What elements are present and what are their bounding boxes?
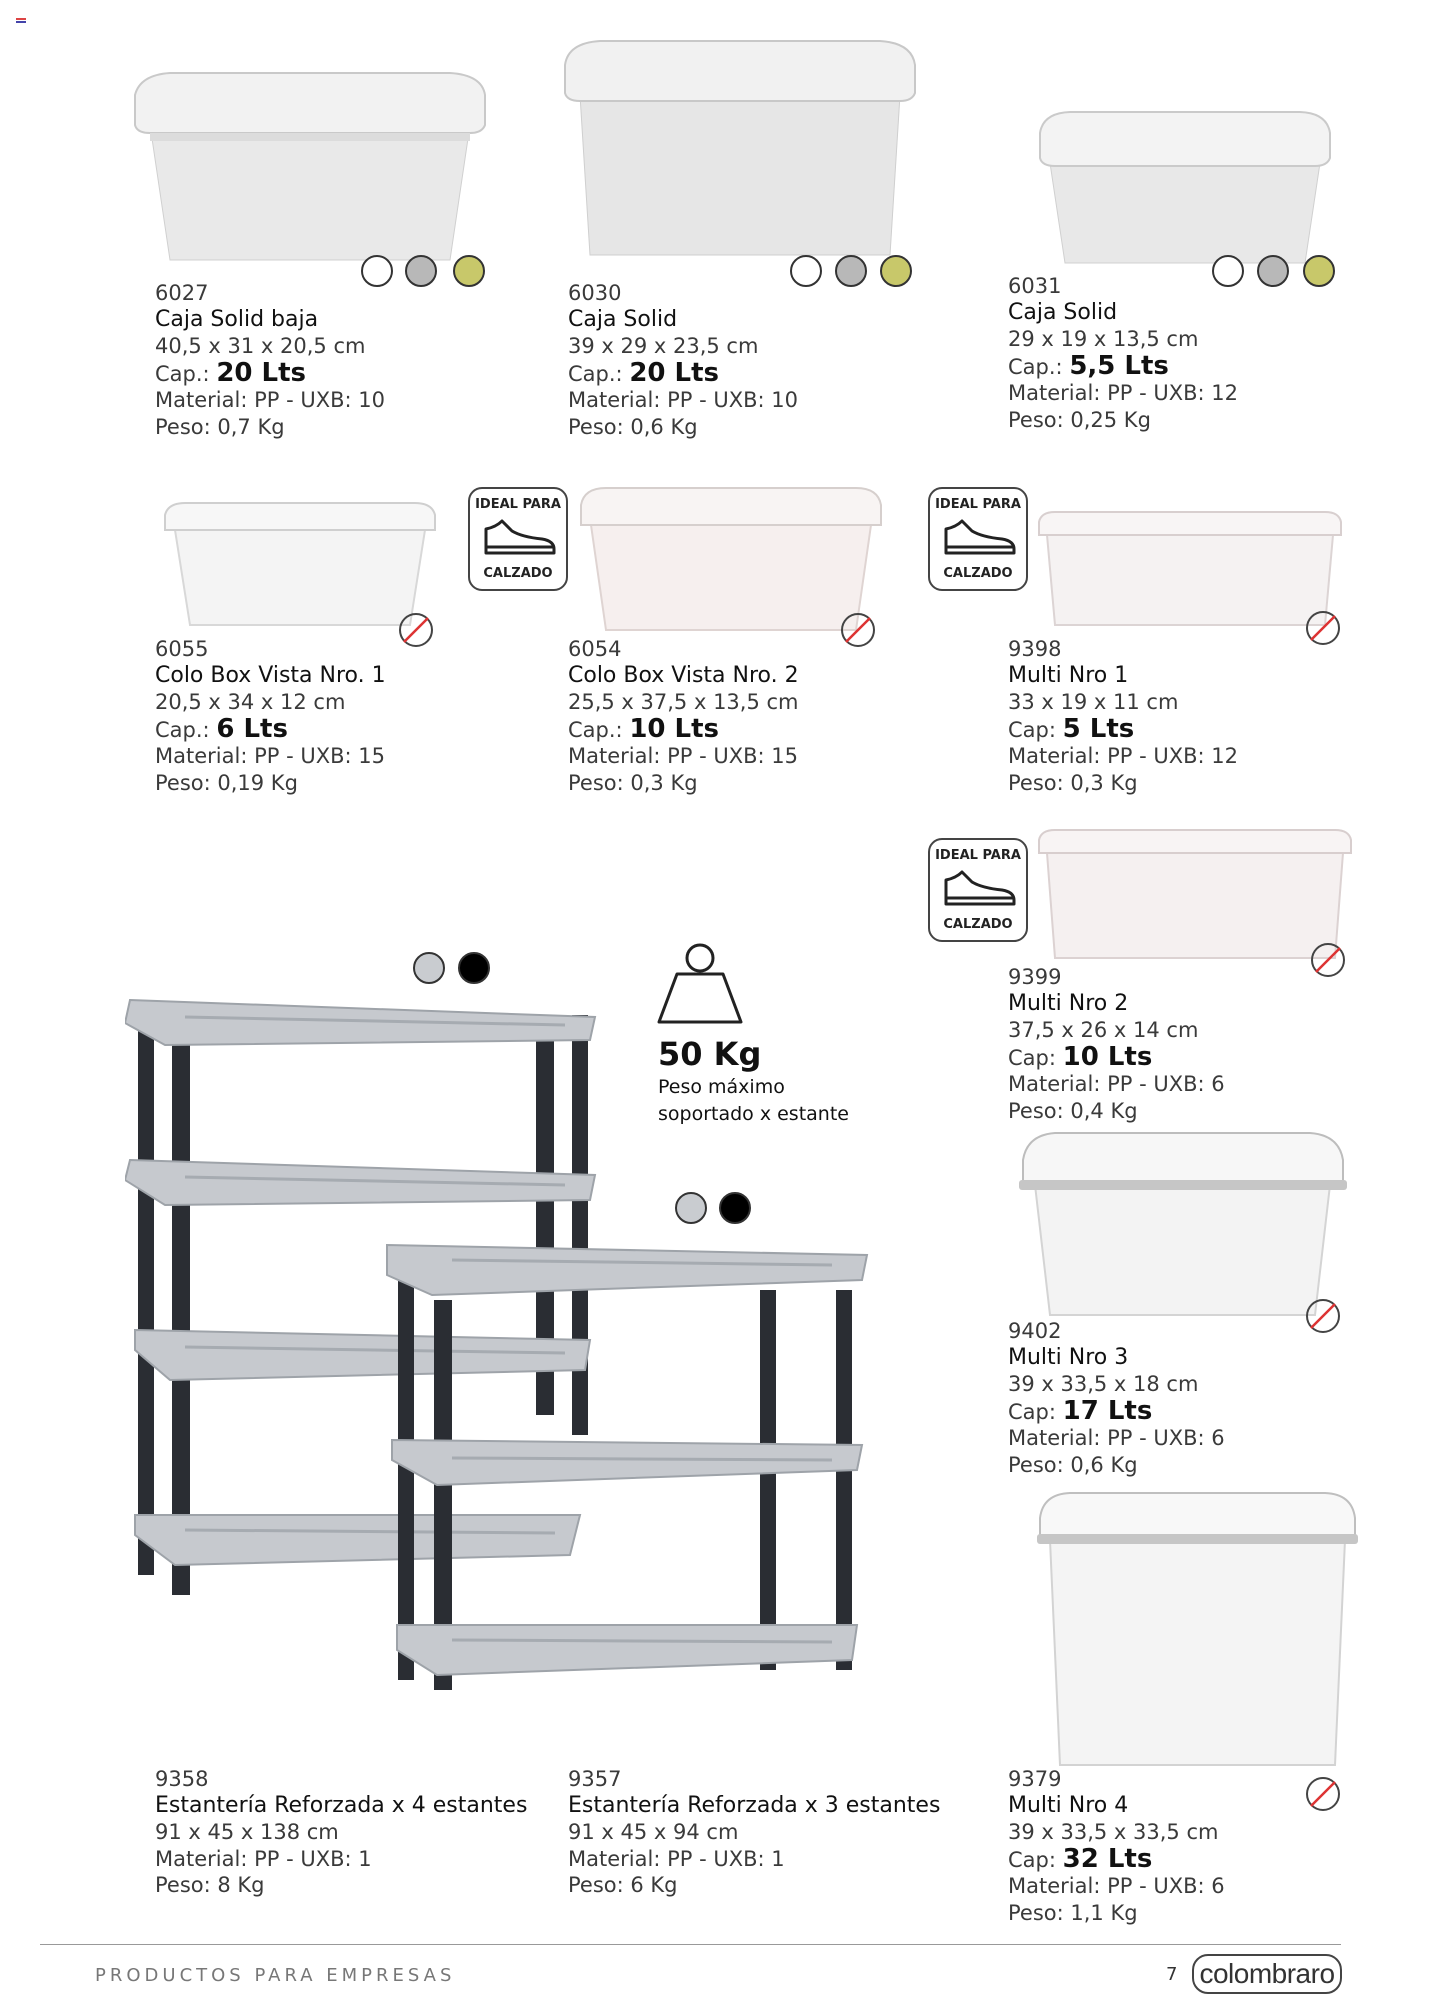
- color-dot-lime: [1303, 255, 1335, 287]
- product-name: Multi Nro 2: [1008, 990, 1129, 1016]
- no-lid-icon: [1305, 1776, 1341, 1812]
- ideal-calzado-badge: IDEAL PARA CALZADO: [468, 487, 568, 591]
- product-name: Colo Box Vista Nro. 1: [155, 662, 386, 688]
- product-material: Material: PP - UXB: 6: [1008, 1874, 1225, 1898]
- product-info-9379: [1008, 1766, 1225, 1926]
- product-material: Material: PP - UXB: 15: [568, 744, 798, 768]
- product-weight: Peso: 0,25 Kg: [1008, 407, 1151, 432]
- product-image-9357: [382, 1230, 872, 1720]
- product-code: 9399: [1008, 965, 1062, 989]
- product-info-6027: [155, 280, 385, 440]
- product-capacity: Cap.: 10 Lts: [568, 713, 720, 744]
- product-info-6054: [568, 636, 799, 796]
- product-material: Material: PP - UXB: 10: [568, 388, 798, 412]
- product-weight: Peso: 6 Kg: [568, 1873, 678, 1897]
- product-code: 9402: [1008, 1319, 1062, 1343]
- product-capacity: Cap.: 20 Lts: [568, 357, 720, 388]
- product-name: Estantería Reforzada x 4 estantes: [155, 1792, 528, 1818]
- product-image-9399: [1035, 828, 1355, 963]
- color-dot-gray: [405, 255, 437, 287]
- ideal-calzado-badge: IDEAL PARA CALZADO: [928, 487, 1028, 591]
- product-material: Material: PP - UXB: 1: [155, 1846, 372, 1871]
- product-name: Caja Solid: [568, 306, 678, 332]
- product-code: 6031: [1008, 274, 1062, 298]
- weight-description: Peso máximo soportado x estante: [658, 1076, 849, 1125]
- brand-logo: colombraro: [1192, 1954, 1342, 1994]
- product-info-6031: [1008, 273, 1238, 433]
- weight-icon: [655, 940, 745, 1025]
- shoe-icon: [482, 517, 558, 559]
- product-weight: Peso: 1,1 Kg: [1008, 1900, 1138, 1925]
- product-name: Estantería Reforzada x 3 estantes: [568, 1792, 941, 1818]
- product-name: Multi Nro 3: [1008, 1344, 1129, 1370]
- product-info-9399: [1008, 964, 1225, 1124]
- color-dot-gray: [835, 255, 867, 287]
- shoe-icon: [942, 517, 1018, 559]
- page-number: 7: [1166, 1964, 1178, 1985]
- no-lid-icon: [1305, 1298, 1341, 1334]
- product-info-9358: [155, 1766, 527, 1899]
- product-dims: 39 x 33,5 x 33,5 cm: [1008, 1820, 1219, 1844]
- product-code: 9398: [1008, 637, 1062, 661]
- product-image-6030: [560, 35, 920, 265]
- product-image-9402: [1015, 1130, 1350, 1320]
- product-name: Multi Nro 1: [1008, 662, 1129, 688]
- product-capacity: Cap: 32 Lts: [1008, 1843, 1153, 1874]
- product-material: Material: PP - UXB: 12: [1008, 381, 1238, 405]
- product-capacity: Cap: 5 Lts: [1008, 713, 1135, 744]
- color-dot-lime: [880, 255, 912, 287]
- product-dims: 20,5 x 34 x 12 cm: [155, 690, 346, 714]
- product-dims: 33 x 19 x 11 cm: [1008, 690, 1179, 714]
- shoe-icon: [942, 868, 1018, 910]
- no-lid-icon: [1310, 942, 1346, 978]
- product-dims: 25,5 x 37,5 x 13,5 cm: [568, 690, 799, 714]
- color-dot-lime: [453, 255, 485, 287]
- product-dims: 39 x 33,5 x 18 cm: [1008, 1372, 1199, 1396]
- no-lid-icon: [398, 612, 434, 648]
- product-capacity: Cap: 17 Lts: [1008, 1395, 1153, 1426]
- footer-divider: [40, 1944, 1341, 1945]
- product-image-9398: [1035, 510, 1345, 630]
- product-name: Multi Nro 4: [1008, 1792, 1129, 1818]
- product-dims: 91 x 45 x 94 cm: [568, 1820, 739, 1844]
- product-info-6055: [155, 636, 386, 796]
- footer-section-title: PRODUCTOS PARA EMPRESAS: [95, 1965, 456, 1986]
- product-capacity: Cap.: 6 Lts: [155, 713, 288, 744]
- product-material: Material: PP - UXB: 10: [155, 388, 385, 412]
- product-image-6031: [1035, 108, 1335, 268]
- product-weight: Peso: 0,3 Kg: [568, 770, 698, 795]
- product-weight: Peso: 0,6 Kg: [568, 414, 698, 439]
- ideal-calzado-badge: IDEAL PARA CALZADO: [928, 838, 1028, 942]
- product-material: Material: PP - UXB: 12: [1008, 744, 1238, 768]
- product-dims: 40,5 x 31 x 20,5 cm: [155, 334, 366, 358]
- product-capacity: Cap.: 20 Lts: [155, 357, 307, 388]
- no-lid-icon: [1305, 610, 1341, 646]
- product-image-6027: [130, 55, 490, 270]
- product-name: Colo Box Vista Nro. 2: [568, 662, 799, 688]
- product-dims: 91 x 45 x 138 cm: [155, 1820, 339, 1844]
- product-name: Caja Solid: [1008, 299, 1118, 325]
- product-weight: Peso: 8 Kg: [155, 1873, 265, 1897]
- product-code: 6054: [568, 637, 622, 661]
- product-material: Material: PP - UXB: 6: [1008, 1426, 1225, 1450]
- product-code: 9358: [155, 1767, 209, 1791]
- color-dot-gray: [1257, 255, 1289, 287]
- weight-indicator: [655, 940, 849, 1125]
- product-code: 6027: [155, 281, 209, 305]
- product-weight: Peso: 0,3 Kg: [1008, 770, 1138, 795]
- color-dot-lightgray: [675, 1192, 707, 1224]
- product-dims: 39 x 29 x 23,5 cm: [568, 334, 759, 358]
- product-material: Material: PP - UXB: 6: [1008, 1072, 1225, 1096]
- product-material: Material: PP - UXB: 15: [155, 744, 385, 768]
- no-lid-icon: [840, 612, 876, 648]
- product-weight: Peso: 0,6 Kg: [1008, 1452, 1138, 1477]
- product-weight: Peso: 0,19 Kg: [155, 770, 298, 795]
- color-dot-black: [719, 1192, 751, 1224]
- product-code: 6055: [155, 637, 209, 661]
- product-dims: 37,5 x 26 x 14 cm: [1008, 1018, 1199, 1042]
- product-info-9402: [1008, 1318, 1225, 1478]
- color-dot-black: [458, 952, 490, 984]
- product-capacity: Cap.: 5,5 Lts: [1008, 350, 1169, 381]
- product-weight: Peso: 0,4 Kg: [1008, 1098, 1138, 1123]
- product-image-9379: [1035, 1490, 1360, 1770]
- product-info-9357: [568, 1766, 940, 1899]
- product-code: 6030: [568, 281, 622, 305]
- weight-value: 50 Kg: [658, 1035, 762, 1073]
- color-dot-lightgray: [413, 952, 445, 984]
- product-material: Material: PP - UXB: 1: [568, 1846, 785, 1871]
- product-info-9398: [1008, 636, 1238, 796]
- product-code: 9379: [1008, 1767, 1062, 1791]
- product-info-6030: [568, 280, 798, 440]
- product-weight: Peso: 0,7 Kg: [155, 414, 285, 439]
- product-dims: 29 x 19 x 13,5 cm: [1008, 327, 1199, 351]
- corner-flag-icon: [16, 18, 26, 24]
- product-capacity: Cap: 10 Lts: [1008, 1041, 1153, 1072]
- product-name: Caja Solid baja: [155, 306, 319, 332]
- product-code: 9357: [568, 1767, 622, 1791]
